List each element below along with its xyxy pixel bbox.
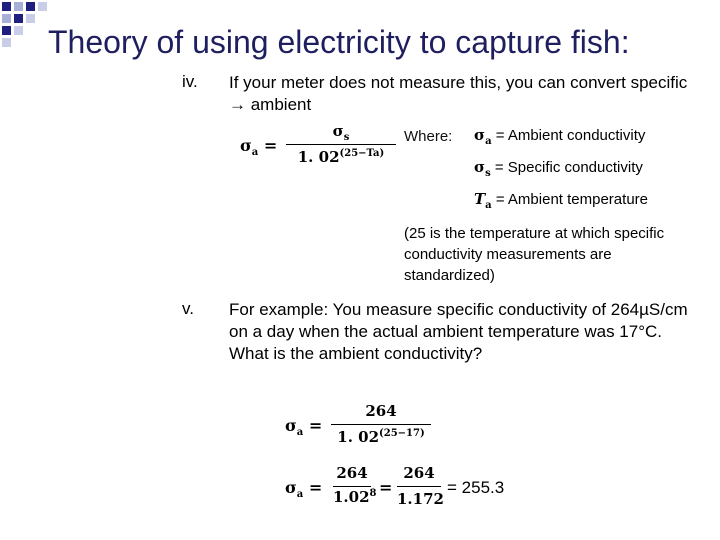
step2-frac2-denominator: 1.172 — [397, 490, 444, 508]
item-number-v: v. — [182, 299, 194, 318]
item-text-v: For example: You measure specific conductivity of 264µS/cm on a day when the actual ambient temperature was 17°C. What is the ambient conductivity? — [229, 300, 688, 363]
conversion-formula — [240, 122, 400, 172]
step1-denominator: 1. $02^{(25-17)}$ — [337, 428, 425, 446]
where-label: Where: — [404, 128, 453, 145]
formula-numerator: $\sigma_s$ — [332, 122, 350, 143]
item-text-iv: If your meter does not measure this, you can convert specific → ambient — [229, 73, 688, 114]
example-result: 255.3 — [461, 478, 505, 497]
definition-specific-conductivity: $\sigma_s$ = Specific conductivity — [474, 158, 643, 179]
step2-frac1-denominator: 1.02$^8$ — [333, 488, 377, 506]
step1-numerator: 264 — [365, 402, 397, 420]
step2-frac1-numerator: 264 — [336, 464, 368, 482]
example-step1-equation: $\sigma_a$ = 264 1. $02^{(25-17)}$ — [285, 402, 445, 452]
slide-title: Theory of using electricity to capture fish: — [48, 24, 630, 60]
standardization-note: (25 is the temperature at which specific conductivity measurements are standardized) — [404, 225, 665, 284]
formula-fraction — [286, 122, 396, 172]
formula-denominator: 1. $02^{(25-Ta)}$ — [297, 148, 385, 166]
definition-ambient-conductivity: $\sigma_a$ = Ambient conductivity — [474, 126, 646, 147]
step2-frac2-numerator: 264 — [403, 464, 435, 482]
item-number-iv: iv. — [182, 72, 198, 91]
definition-ambient-temperature: $T_a$ = Ambient temperature — [474, 190, 648, 211]
example-step2-equation: $\sigma_a$ = 264 1.02$^8$ = 264 1.172 = 255.3 — [285, 464, 505, 508]
formula-lhs: $\sigma_a$ = — [240, 136, 278, 159]
